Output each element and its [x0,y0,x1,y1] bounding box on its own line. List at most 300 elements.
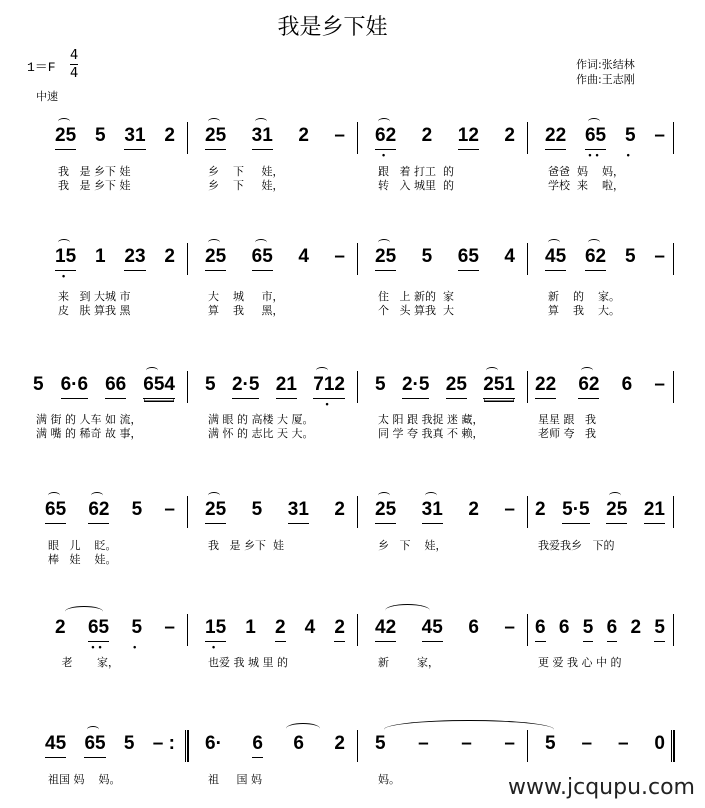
note [559,618,570,641]
note-text: 31 [421,499,443,520]
note-text: 2 [164,125,175,146]
lyric-line: 新 家， [378,656,439,669]
note-text: 66 [105,374,127,395]
lyric-line: 乡 下 娃， [378,539,447,552]
ornament-mark [486,367,498,374]
note [105,375,126,399]
note [606,500,627,524]
note [95,247,106,270]
time-sig-top: 4 [70,48,79,63]
measure [205,617,345,652]
note-text: 45 [545,246,567,267]
note [504,247,515,270]
lyric-line: 满 街 的 人车 如 流， [36,413,142,426]
note [205,247,226,271]
note-text: 22 [545,125,567,146]
note [535,375,556,399]
barline [185,730,189,762]
note [164,247,175,270]
note [504,618,515,641]
note [618,734,629,757]
measure [375,375,515,399]
note [622,375,633,398]
lyric-line: 妈。 [378,773,400,786]
note [164,618,175,641]
lyric-line: 我 是 乡下 娃 [208,539,284,552]
lyric-line: 太 阳 跟 我捉 迷 藏， [378,413,484,426]
note [124,126,145,150]
note-text: 4 [504,246,515,267]
barline [527,614,528,646]
lyric-line: 大 城 市， [208,290,284,303]
note-text: 2 [55,617,66,638]
note [422,126,433,149]
note-text: 62 [88,499,110,520]
barline [527,371,528,403]
note [458,126,479,150]
note-text: 6 [621,374,633,395]
note [55,618,66,641]
note-text: 62 [584,246,607,267]
note [535,618,546,642]
note [33,375,44,398]
barline [673,614,674,646]
note [607,618,618,642]
composer: 作曲:王志刚 [576,73,635,86]
note [334,500,345,523]
note [276,375,297,399]
note [153,734,175,757]
lyric-line: 祖国 妈 妈。 [48,773,121,786]
note-text: 62 [375,125,397,146]
note-text: 2 [468,499,479,520]
note-text: 45 [45,733,67,754]
note [654,375,665,398]
note [143,375,175,399]
measure [45,500,175,524]
note [334,126,345,149]
note-text: 5 [131,499,143,520]
note-text: 712 [313,374,345,395]
note-text: 6·6 [60,374,89,395]
note [164,126,175,149]
note-text: 12 [457,125,479,146]
lyric-line: 我爱我乡 下的 [538,539,615,552]
measure [545,125,665,160]
ornament-mark [609,492,621,499]
note [124,247,145,271]
ornament-mark [425,492,437,499]
note [581,734,592,757]
note [205,126,226,150]
lyric-line: 我 是 乡下 娃 [58,179,131,192]
note-text: 5 [205,374,216,395]
note-text: – [164,499,175,520]
note [446,375,467,399]
note-text: – [504,733,515,754]
note [402,375,429,399]
note-text: 2·5 [401,374,430,395]
note [45,500,66,524]
note [545,247,566,271]
note [578,375,599,399]
lower-octave-dot: •• [588,150,603,160]
note-text: 1 [94,246,106,267]
barline [673,371,674,403]
note-text: 2 [334,617,345,638]
measure [535,500,665,524]
barline [187,122,188,154]
measure [375,618,515,642]
note-text: 5 [251,499,263,520]
note-text: 6 [558,617,570,638]
note [654,126,665,149]
measure [545,734,665,757]
note-text: 25 [205,246,227,267]
note-text: 0 [654,733,665,754]
note-text: 5 [654,617,665,638]
ornament-mark [255,239,267,246]
note [288,500,309,524]
note [468,618,479,641]
note-text: 5·5 [562,499,590,520]
note [375,375,386,398]
lyric-line: 更 爱 我 心 中 的 [538,656,622,669]
note-text: 6 [252,733,263,754]
note-text: – [461,733,472,754]
note [624,125,636,160]
note-text: 2 [334,733,345,754]
note [584,125,607,160]
lyric-line: 转 入 城里 的 [378,179,454,192]
barline [357,614,358,646]
note-text: 5 [375,374,386,395]
note-text: – [654,246,665,267]
lyric-line: 眼 儿 眨。 [48,539,117,552]
ornament-mark [378,118,390,125]
ornament-mark [91,492,103,499]
note [164,500,175,523]
note-text: 25 [606,499,628,520]
note-text: 251 [483,374,515,395]
note [483,375,515,399]
note [562,500,589,524]
note-text: 31 [287,499,309,520]
note [298,126,309,149]
barline [673,243,674,275]
tempo-marking: 中速 [36,90,58,103]
measure [535,618,665,642]
note-text: 5 [582,617,594,638]
note-text: 5 [375,733,386,754]
ornament-mark [316,367,328,374]
note [87,617,110,652]
key-signature: 1＝F [27,60,56,75]
note [334,734,345,757]
note [585,247,606,271]
lyric-line: 棒 娃 娃。 [48,553,117,566]
note-text: 65 [251,246,273,267]
ornament-mark [208,492,220,499]
note [644,500,665,524]
note-text: 25 [375,246,397,267]
lyric-line: 住 上 新的 家 [378,290,454,303]
lyric-line: 爸爸 妈 妈， [548,165,624,178]
note [252,247,273,271]
measure [205,374,345,409]
ornament-mark [588,239,600,246]
note [422,247,433,270]
measure [45,734,175,758]
note-text: 2 [504,125,515,146]
note [245,618,256,641]
lower-octave-dot: • [211,642,220,652]
note [252,126,273,150]
lyric-line: 老师 夸 我 [538,427,596,440]
ornament-mark [208,239,220,246]
lyricist: 作词:张结林 [576,58,635,71]
note-text: 2 [164,246,175,267]
barline [673,496,674,528]
note [61,375,88,399]
lower-octave-dot: • [626,150,634,160]
time-sig-bottom: 4 [70,66,79,81]
note [132,500,143,523]
barline [527,496,528,528]
note-text: 25 [55,125,77,146]
note [293,734,304,757]
song-title: 我是乡下娃 [277,15,388,40]
lyric-line: 来 到 大城 市 [58,290,131,303]
measure [205,247,345,271]
note-text: 1 [245,617,256,638]
lyric-line: 学校 来 啦， [548,179,624,192]
measure [375,125,515,160]
barline [673,122,674,154]
note-text: 654 [143,374,175,395]
note-text: 5 [421,246,433,267]
note-text: – [504,617,515,638]
note [422,618,443,642]
ornament-mark [146,367,158,374]
note-text: – [581,733,593,754]
note [45,734,66,758]
note [654,247,665,270]
note-text: 5 [33,374,44,395]
note-text: – : [152,733,175,754]
note-text: 25 [375,499,397,520]
note-text: 21 [275,374,297,395]
note [84,734,105,758]
barline [357,496,358,528]
note [298,247,309,270]
lyric-line: 也爱 我 城 里 的 [208,656,288,669]
note-text: 4 [298,246,309,267]
note-text: – [654,374,665,395]
note-text: 6 [535,617,546,638]
note-text: 65 [457,246,479,267]
note-text: 6· [205,733,222,754]
note [252,734,263,758]
watermark: www.jcqupu.com [508,775,695,800]
ornament-mark [548,239,560,246]
lyric-line: 乡 下 娃， [208,165,284,178]
note-text: 45 [421,617,443,638]
note-text: 5 [123,733,135,754]
lower-octave-dot: • [325,399,333,409]
lyric-line: 算 我 大。 [548,304,620,317]
slur [65,606,103,617]
barline [187,496,188,528]
lower-octave-dot: • [381,150,390,160]
note-text: 2·5 [231,374,260,395]
note-text: 2 [298,125,309,146]
barline [527,243,528,275]
note [375,618,396,642]
note-text: 5 [624,246,636,267]
note-text: 2 [334,499,345,520]
note [95,126,106,149]
note [583,618,594,642]
note-text: – [617,733,629,754]
lyric-line: 祖 国 妈 [208,773,262,786]
lyric-line: 跟 着 打工 的 [378,165,454,178]
lyric-line: 满 嘴 的 稀奇 故 事， [36,427,142,440]
note-text: 2 [535,499,546,520]
note [654,618,665,642]
note [625,247,636,270]
note-text: 2 [630,617,642,638]
ornament-mark [588,118,600,125]
note [232,375,259,399]
note [275,618,286,642]
note-text: 42 [375,617,397,638]
lyric-line: 个 头 算我 大 [378,304,454,317]
note-text: 15 [55,246,77,267]
note [131,617,143,652]
ornament-mark [58,118,70,125]
note-text: 65 [584,125,607,146]
note-text: 2 [274,617,286,638]
note-text: 2 [421,125,433,146]
measure [545,247,665,271]
note-text: 4 [304,617,316,638]
ornament-mark [87,726,99,733]
note-text: 5 [131,617,143,638]
note [205,500,226,524]
measure [205,500,345,524]
lyric-line: 星星 跟 我 [538,413,596,426]
measure [33,375,175,399]
note [124,734,135,757]
ornament-mark [48,492,60,499]
measure [205,734,345,758]
note [334,247,345,270]
lyric-line: 满 怀 的 志比 天 大。 [208,427,314,440]
note-text: 15 [205,617,227,638]
lyric-line: 老 家， [58,656,119,669]
note-text: 6 [293,733,304,754]
ornament-mark [208,118,220,125]
lower-octave-dot: • [61,271,70,281]
barline [357,371,358,403]
note [504,500,515,523]
barline [187,371,188,403]
note [205,734,222,757]
measure [55,617,175,652]
note [654,734,665,757]
note [375,125,397,160]
ornament-mark [378,239,390,246]
measure [55,246,175,281]
note [205,617,227,652]
barline [357,122,358,154]
note-text: 21 [643,499,665,520]
lyric-line: 同 学 夸 我真 不 赖， [378,427,484,440]
note [458,247,479,271]
note-text: 22 [535,374,557,395]
note [252,500,263,523]
note [55,246,77,281]
note [205,375,216,398]
note-text: 6 [606,617,618,638]
note [631,618,642,641]
note-text: – [418,733,429,754]
lower-octave-dot: • [133,642,141,652]
note [422,500,443,524]
note [468,500,479,523]
lyric-line: 皮 肤 算我 黑 [58,304,131,317]
note [504,126,515,149]
measure [205,126,345,150]
tie [384,720,554,739]
barline [187,614,188,646]
barline [357,243,358,275]
note-text: 5 [94,125,106,146]
slur [286,723,320,734]
note-text: 25 [205,499,227,520]
note-text: 65 [84,733,106,754]
measure [55,126,175,150]
lyric-line: 我 是 乡下 娃 [58,165,131,178]
note-text: 25 [445,374,467,395]
note-text: 31 [124,125,146,146]
lyric-line: 满 眼 的 高楼 大 厦。 [208,413,314,426]
slur [385,604,430,617]
note-text: 23 [124,246,146,267]
measure [375,500,515,524]
ornament-mark [581,367,593,374]
ornament-mark [255,118,267,125]
note [545,126,566,150]
ornament-mark [58,239,70,246]
note-text: – [334,125,345,146]
note-text: 31 [251,125,273,146]
lyric-line: 新 的 家。 [548,290,620,303]
ornament-mark [378,492,390,499]
note [334,618,345,642]
note [55,126,76,150]
note-text: 65 [45,499,67,520]
note-text: – [504,499,515,520]
note [305,618,316,641]
note [535,500,546,523]
note-text: – [164,617,175,638]
note [313,374,345,409]
note-text: 5 [545,733,556,754]
note-text: 65 [87,617,110,638]
note-text: 5 [624,125,636,146]
